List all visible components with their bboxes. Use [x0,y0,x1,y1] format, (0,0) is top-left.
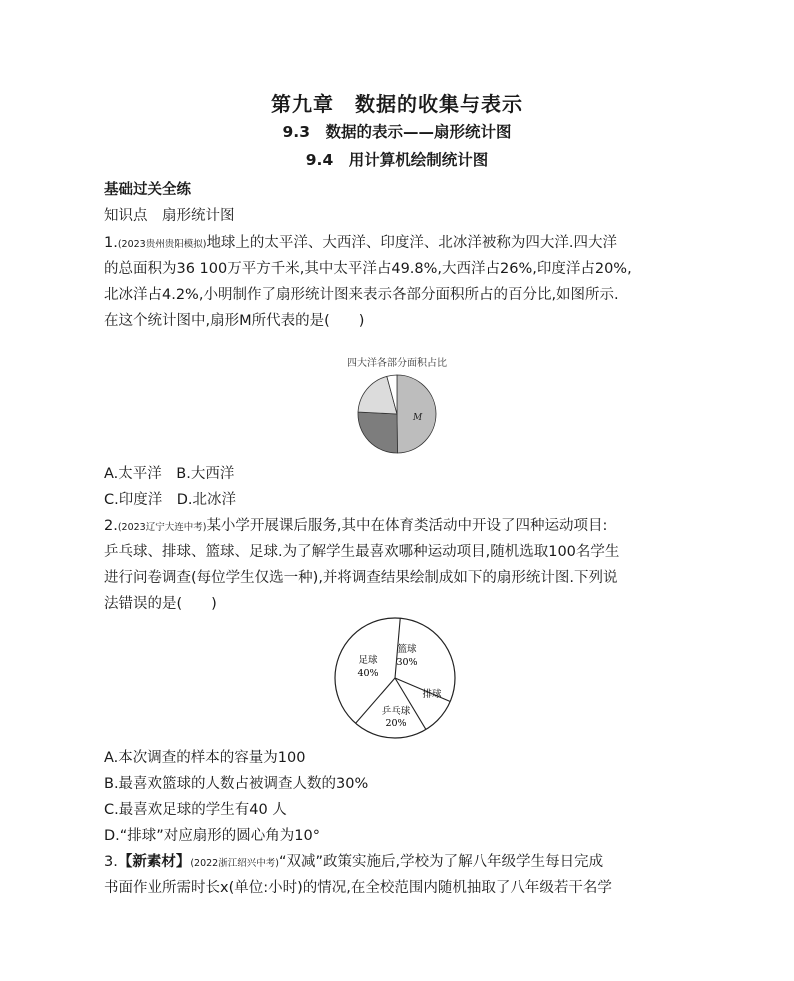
q1-pie-slice-2 [358,412,397,453]
q1-chart-title: 四大洋各部分面积占比 [347,358,447,369]
q2-pct-football: 40% [357,668,379,679]
q3-number: 3. [104,854,118,870]
q1-options-row2: C.印度洋 D.北冰洋 [104,492,237,508]
q2-label-basketball: 篮球 [397,644,417,655]
q1-line3: 北冰洋占4.2%,小明制作了扇形统计图来表示各部分面积所占的百分比,如图所示. [104,287,619,303]
q1-text-1: 地球上的太平洋、大西洋、印度洋、北冰洋被称为四大洋.四大洋 [206,235,618,251]
q1-slice-label-m: M [413,413,423,423]
q2-pct-basketball: 30% [396,657,418,668]
q2-line3: 进行问卷调查(每位学生仅选一种),并将调查结果绘制成如下的扇形统计图.下列说 [104,570,618,586]
q1-line1 [104,231,617,252]
q2-pie-chart [330,613,460,743]
practice-heading: 基础过关全练 [104,182,191,198]
q1-pie-chart [322,352,472,462]
q2-number: 2. [104,518,118,534]
q2-line1 [104,514,607,535]
chapter-title: 第九章 数据的收集与表示 [271,92,523,116]
q2-option-d: D.“排球”对应扇形的圆心角为10° [104,828,320,844]
q3-badge: 【新素材】 [117,854,191,870]
q1-line4: 在这个统计图中,扇形M所代表的是( ) [104,313,365,329]
section-title-9-4: 9.4 用计算机绘制统计图 [305,151,489,169]
q2-pct-pingpong: 20% [385,718,407,729]
knowledge-point: 知识点 扇形统计图 [104,208,235,224]
q2-source: (2023辽宁大连中考) [117,522,207,533]
q2-option-a: A.本次调查的样本的容量为100 [104,750,306,766]
q2-label-football: 足球 [358,655,378,666]
section-title-9-3: 9.3 数据的表示——扇形统计图 [282,123,512,141]
q2-text-1: 某小学开展课后服务,其中在体育类活动中开设了四种运动项目: [206,518,608,534]
q2-line4: 法错误的是( ) [104,596,217,612]
q3-text-1: “双减”政策实施后,学校为了解八年级学生每日完成 [278,854,604,870]
q1-options-row1: A.太平洋 B.大西洋 [104,466,235,482]
q1-source: (2023贵州贵阳模拟) [117,239,207,250]
q3-source: (2022浙江绍兴中考) [190,858,279,869]
q2-line2: 乒乓球、排球、篮球、足球.为了解学生最喜欢哪种运动项目,随机选取100名学生 [104,544,620,560]
q2-label-pingpong: 乒乓球 [381,706,411,717]
q2-label-volleyball: 排球 [422,689,442,700]
q1-number: 1. [104,235,118,251]
q1-line2: 的总面积为36 100万平方千米,其中太平洋占49.8%,大西洋占26%,印度洋占20%, [104,261,632,277]
q2-option-b: B.最喜欢篮球的人数占被调查人数的30% [104,776,369,792]
q2-option-c: C.最喜欢足球的学生有40 人 [104,802,287,818]
q3-line1 [104,850,603,871]
q3-line2: 书面作业所需时长x(单位:小时)的情况,在全校范围内随机抽取了八年级若干名学 [104,880,612,896]
